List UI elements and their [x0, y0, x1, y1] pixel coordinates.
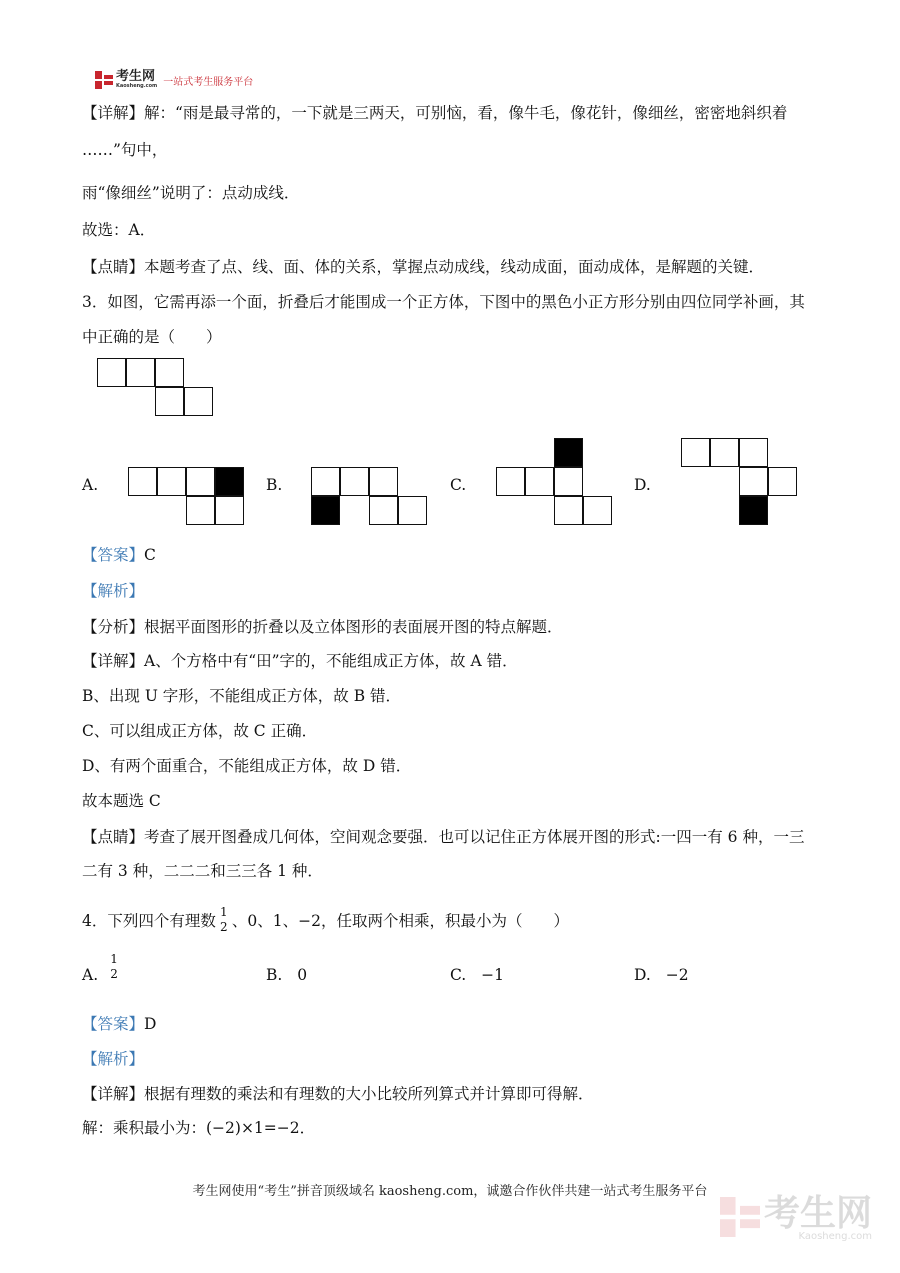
q3-comment-line-1: 【点睛】考查了展开图叠成几何体，空间观念要强．也可以记住正方体展开图的形式:一四一有 6 种，一三	[82, 828, 805, 846]
fraction-denominator: 2	[220, 920, 228, 934]
net-cell	[369, 496, 398, 525]
q4-option-c	[450, 966, 504, 984]
q3-option-a-label: A.	[82, 476, 99, 494]
q4-stem-prefix: 4．下列四个有理数	[82, 912, 216, 930]
net-cell	[97, 358, 126, 387]
q2-choose: 故选：A．	[82, 221, 156, 239]
net-cell	[186, 496, 215, 525]
option-label: A.	[82, 966, 99, 984]
q3-detail-d: D、有两个面重合，不能组成正方体，故 D 错．	[82, 757, 412, 775]
fraction-numerator: 1	[110, 952, 118, 966]
net-cell	[496, 467, 525, 496]
q4-analysis-label: 【解析】	[82, 1050, 145, 1068]
q3-detail-a: 【详解】A、个方格中有“田”字的，不能组成正方体，故 A 错．	[82, 652, 518, 670]
net-cell	[128, 467, 157, 496]
net-cell	[184, 387, 213, 416]
answer-label: 【答案】	[82, 546, 145, 564]
added-black-cell	[215, 467, 244, 496]
net-cell	[739, 438, 768, 467]
q3-answer	[82, 545, 156, 565]
fraction-denominator: 2	[110, 967, 118, 981]
q4-solution: 解：乘积最小为：(−2)×1=−2．	[82, 1119, 316, 1137]
net-cell	[157, 467, 186, 496]
q3-fenxi: 【分析】根据平面图形的折叠以及立体图形的表面展开图的特点解题．	[82, 618, 563, 636]
q4-stem	[82, 906, 569, 936]
watermark-subtext: Kaosheng.com	[798, 1231, 873, 1242]
option-value: 0	[297, 966, 308, 984]
q3-detail-c: C、可以组成正方体，故 C 正确．	[82, 722, 318, 740]
q3-comment-line-2: 二有 3 种，二二二和三三各 1 种．	[82, 862, 323, 880]
option-value: −2	[665, 966, 689, 984]
answer-value: C	[144, 546, 156, 564]
q3-option-c-label: C.	[450, 476, 467, 494]
q2-detail-line-1: 【详解】解：“雨是最寻常的，一下就是三两天，可别恼，看，像牛毛，像花针，像细丝，密密地斜织着	[82, 104, 788, 122]
q3-stem-line-1: 3．如图，它需再添一个面，折叠后才能围成一个正方体，下图中的黑色小正方形分别由四位同学补画，其	[82, 293, 805, 311]
net-cell	[155, 387, 184, 416]
option-label: C.	[450, 966, 467, 984]
net-cell	[369, 467, 398, 496]
net-cell	[126, 358, 155, 387]
added-black-cell	[554, 438, 583, 467]
q3-stem-line-2: 中正确的是（ ）	[82, 328, 222, 346]
net-cell	[215, 496, 244, 525]
option-value: −1	[481, 966, 505, 984]
page-footer: 考生网使用“考生”拼音顶级域名 kaosheng.com，诚邀合作伙伴共建一站式考生服务平台	[192, 1184, 708, 1199]
net-cell	[710, 438, 739, 467]
fraction-one-half	[218, 906, 230, 936]
net-cell	[554, 496, 583, 525]
logo-subtext: Kaosheng.com	[116, 83, 158, 89]
net-cell	[681, 438, 710, 467]
q3-analysis-label: 【解析】	[82, 582, 145, 600]
net-cell	[554, 467, 583, 496]
fraction-one-half	[108, 953, 120, 983]
watermark	[720, 1193, 873, 1242]
header-slogan: 一站式考生服务平台	[163, 76, 254, 88]
added-black-cell	[739, 496, 768, 525]
q4-answer	[82, 1014, 156, 1034]
net-cell	[186, 467, 215, 496]
q2-detail-line-2: ……”句中，	[82, 141, 168, 159]
q3-option-b-label: B.	[266, 476, 283, 494]
net-cell	[340, 467, 369, 496]
q4-stem-suffix: 、0、1、−2，任取两个相乘，积最小为（ ）	[231, 912, 569, 930]
net-cell	[739, 467, 768, 496]
watermark-text: 考生网	[764, 1193, 873, 1234]
option-label: D.	[634, 966, 651, 984]
q2-comment: 【点睛】本题考查了点、线、面、体的关系，掌握点动成线，线动成面，面动成体，是解题的关键．	[82, 258, 765, 276]
watermark-logo-icon	[720, 1197, 760, 1241]
net-cell	[525, 467, 554, 496]
q2-detail-line-3: 雨“像细丝”说明了：点动成线．	[82, 184, 300, 202]
q4-option-d	[634, 966, 689, 984]
net-cell	[311, 467, 340, 496]
fraction-numerator: 1	[220, 905, 228, 919]
q4-option-a	[82, 952, 120, 984]
added-black-cell	[311, 496, 340, 525]
option-label: B.	[266, 966, 283, 984]
q3-detail-b: B、出现 U 字形，不能组成正方体，故 B 错．	[82, 687, 402, 705]
logo-text: 考生网 Kaosheng.com	[116, 69, 158, 89]
q3-option-d-label: D.	[634, 476, 651, 494]
q4-option-b	[266, 966, 307, 984]
answer-value: D	[144, 1015, 157, 1033]
net-cell	[768, 467, 797, 496]
q4-detail: 【详解】根据有理数的乘法和有理数的大小比较所列算式并计算即可得解．	[82, 1085, 594, 1103]
answer-label: 【答案】	[82, 1015, 145, 1033]
site-logo	[95, 71, 253, 89]
logo-icon	[95, 71, 113, 89]
net-cell	[155, 358, 184, 387]
q3-choose: 故本题选 C	[82, 792, 161, 810]
net-cell	[583, 496, 612, 525]
net-cell	[398, 496, 427, 525]
